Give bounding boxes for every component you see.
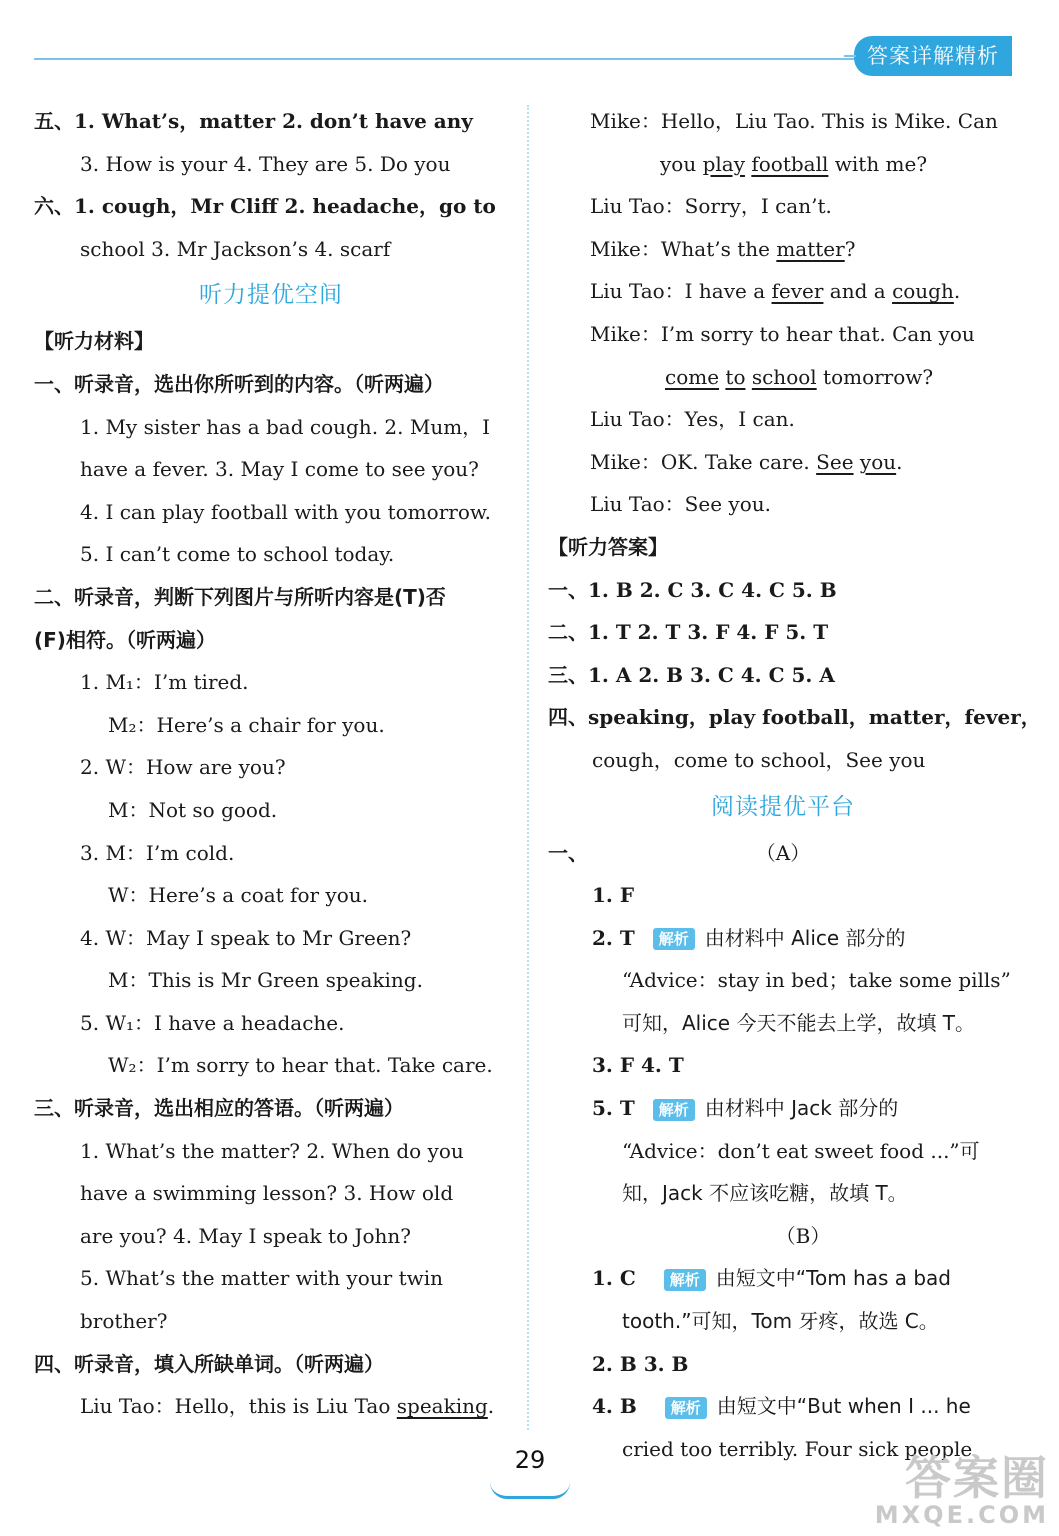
s5-line1: 五、1. What’s，matter 2. don’t have any	[34, 109, 473, 133]
dialog-line5: Liu Tao：I have a fever and a cough.	[590, 279, 961, 304]
q2-line9: 5. W₁：I have a headache.	[80, 1010, 345, 1035]
blank-answer: football	[751, 151, 829, 176]
answers-line2: 二、1. T 2. T 3. F 4. F 5. T	[548, 620, 829, 645]
q1-line4: 5. I can’t come to school today.	[80, 542, 395, 567]
blank-answer: you	[859, 449, 897, 474]
reading-b4: 4. B 解析 由短文中“But when I ... he	[592, 1394, 971, 1419]
reading-b1-line2: tooth.”可知，Tom 牙疼，故选 C。	[622, 1309, 939, 1334]
reading-section-label: 一、	[548, 840, 588, 865]
analysis-tag: 解析	[665, 1397, 707, 1419]
dialog-line7: come to school tomorrow?	[665, 364, 934, 389]
reading-a5-line3: 知，Jack 不应该吃糖，故填 T。	[622, 1181, 908, 1206]
answers-line5: cough，come to school，See you	[592, 747, 926, 772]
blank-answer: to	[725, 364, 746, 389]
analysis-tag: 解析	[653, 1099, 695, 1121]
watermark-url: MXQE.COM	[874, 1501, 1049, 1529]
answers-line1: 一、1. B 2. C 3. C 4. C 5. B	[548, 577, 837, 602]
watermark-logo: 答案圈	[905, 1451, 1049, 1505]
listening-title: 听力提优空间	[199, 282, 343, 309]
answers-line4: 四、speaking，play football，matter，fever，	[548, 705, 1041, 730]
dialog-line6: Mike：I’m sorry to hear that. Can you	[590, 321, 975, 346]
blank-answer: come	[665, 364, 720, 389]
dialog-line10: Liu Tao：See you.	[590, 492, 771, 517]
column-divider	[527, 105, 529, 1430]
q2-line6: W：Here’s a coat for you.	[108, 883, 368, 908]
q3-line4: 5. What’s the matter with your twin	[80, 1266, 444, 1291]
reading-a1: 1. F	[592, 883, 635, 908]
q1-line2: have a fever. 3. May I come to see you?	[80, 457, 479, 482]
q2-line2: M₂：Here’s a chair for you.	[108, 712, 385, 737]
reading-a5: 5. T 解析 由材料中 Jack 部分的	[592, 1096, 899, 1121]
reading-a5-line2: “Advice：don’t eat sweet food ...”可	[622, 1138, 980, 1163]
q3-line5: brother?	[80, 1309, 168, 1334]
reading-part-a-row	[548, 832, 1018, 875]
dialog-line8: Liu Tao：Yes，I can.	[590, 407, 795, 432]
header-rule	[34, 58, 854, 60]
blank-answer: play	[702, 151, 745, 176]
right-column	[548, 100, 1041, 1470]
blank-answer: fever	[771, 279, 824, 304]
answers-heading: 【听力答案】	[548, 534, 668, 559]
s6-line1: 六、1. cough，Mr Cliff 2. headache，go to	[34, 194, 496, 219]
q2-heading-2: (F)相符。（听两遍）	[34, 627, 216, 652]
reading-a34: 3. F 4. T	[592, 1053, 684, 1078]
blank-answer: speaking	[396, 1394, 488, 1419]
page-number-swoosh	[490, 1482, 570, 1499]
q4-line1: Liu Tao：Hello，this is Liu Tao speaking.	[80, 1394, 495, 1419]
s5-line2: 3. How is your 4. They are 5. Do you	[80, 151, 451, 176]
q3-line2: have a swimming lesson? 3. How old	[80, 1181, 454, 1206]
reading-b1: 1. C 解析 由短文中“Tom has a bad	[592, 1266, 952, 1291]
reading-a2-line2: “Advice：stay in bed；take some pills”	[622, 968, 1011, 993]
q4-heading: 四、听录音，填入所缺单词。（听两遍）	[34, 1351, 384, 1376]
q2-line4: M：Not so good.	[108, 797, 278, 822]
s6-line2: school 3. Mr Jackson’s 4. scarf	[80, 236, 391, 261]
q2-heading: 二、听录音，判断下列图片与所听内容是(T)否	[34, 584, 446, 609]
page-number: 29	[514, 1446, 546, 1474]
reading-a2-line3: 可知，Alice 今天不能去上学，故填 T。	[622, 1010, 976, 1035]
blank-answer: See	[816, 449, 854, 474]
answers-line3: 三、1. A 2. B 3. C 4. C 5. A	[548, 662, 835, 687]
q2-line1: 1. M₁：I’m tired.	[80, 670, 249, 695]
watermark	[874, 1451, 1049, 1529]
q3-line3: are you? 4. May I speak to John?	[80, 1223, 412, 1248]
q3-line1: 1. What’s the matter? 2. When do you	[80, 1138, 464, 1163]
dialog-line2: you play football with me?	[660, 151, 928, 176]
part-b-label: （B）	[775, 1223, 831, 1248]
part-a-label: （A）	[755, 840, 811, 865]
materials-heading: 【听力材料】	[34, 329, 154, 354]
reading-title: 阅读提优平台	[711, 793, 855, 820]
blank-answer: matter	[776, 236, 845, 261]
q2-line3: 2. W：How are you?	[80, 755, 286, 780]
dialog-line3: Liu Tao：Sorry，I can’t.	[590, 194, 832, 219]
reading-a2: 2. T 解析 由材料中 Alice 部分的	[592, 925, 906, 950]
q2-line10: W₂：I’m sorry to hear that. Take care.	[108, 1053, 493, 1078]
q2-line5: 3. M：I’m cold.	[80, 840, 235, 865]
dialog-line4: Mike：What’s the matter?	[590, 236, 856, 261]
dialog-line1: Mike：Hello，Liu Tao. This is Mike. Can	[590, 109, 998, 133]
left-column	[34, 100, 508, 1428]
blank-answer: cough	[892, 279, 954, 304]
q1-line3: 4. I can play football with you tomorrow.	[80, 499, 491, 524]
q2-line8: M：This is Mr Green speaking.	[108, 968, 423, 993]
q1-heading: 一、听录音，选出你所听到的内容。（听两遍）	[34, 371, 444, 396]
blank-answer: school	[751, 364, 817, 389]
dialog-line9: Mike：OK. Take care. See you.	[590, 449, 903, 474]
analysis-tag: 解析	[664, 1269, 706, 1291]
header-tab: 答案详解精析	[854, 36, 1012, 76]
reading-b4-line2: cried too terribly. Four sick people	[622, 1436, 973, 1461]
q1-line1: 1. My sister has a bad cough. 2. Mum，I	[80, 414, 491, 439]
analysis-tag: 解析	[653, 928, 695, 950]
q2-line7: 4. W：May I speak to Mr Green?	[80, 925, 412, 950]
q3-heading: 三、听录音，选出相应的答语。（听两遍）	[34, 1096, 404, 1121]
reading-b23: 2. B 3. B	[592, 1351, 689, 1376]
